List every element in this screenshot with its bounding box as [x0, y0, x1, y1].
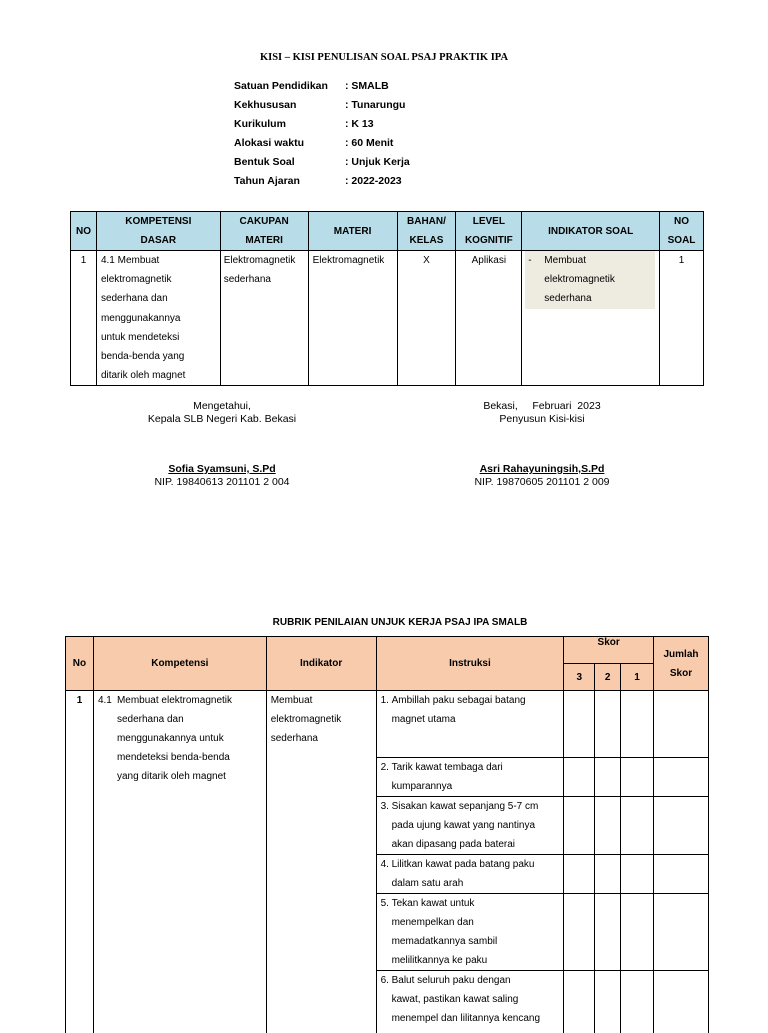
- cell-level: Aplikasi: [456, 251, 522, 386]
- cell-skor-2[interactable]: [595, 691, 621, 758]
- cell-skor-2[interactable]: [595, 971, 621, 1033]
- cell-skor-1[interactable]: [621, 797, 654, 855]
- header-skor-1: 1: [621, 664, 654, 691]
- info-value: : K 13: [345, 118, 374, 130]
- author-signature: [442, 463, 642, 489]
- info-values: [345, 77, 410, 191]
- cell-jumlah[interactable]: [654, 691, 709, 758]
- info-label: Kekhususan: [234, 99, 297, 111]
- cell-jumlah[interactable]: [654, 894, 709, 971]
- info-label: Bentuk Soal: [234, 156, 295, 168]
- cell-bahan: X: [397, 251, 456, 386]
- cell-no-soal: 1: [660, 251, 704, 386]
- approver-signature: [122, 463, 322, 489]
- cell-skor-3[interactable]: [564, 894, 595, 971]
- cell-skor-2[interactable]: [595, 758, 621, 797]
- cell-skor-1[interactable]: [621, 855, 654, 894]
- table-row: [71, 251, 704, 386]
- cell-skor-1[interactable]: [621, 691, 654, 758]
- cell-instruksi: 6. Balut seluruh paku dengan kawat, pastikan kawat saling menempel dan lilitannya kencang: [376, 971, 564, 1033]
- cell-jumlah[interactable]: [654, 758, 709, 797]
- cell-kompetensi: 4.1 Membuat elektromagnetik sederhana dan menggunakannya untuk mendeteksi benda-benda yang ditarik oleh magnet: [96, 251, 220, 386]
- cell-jumlah[interactable]: [654, 971, 709, 1033]
- cell-materi: Elektromagnetik: [308, 251, 397, 386]
- header-indikator: Indikator: [266, 637, 376, 691]
- cell-skor-1[interactable]: [621, 894, 654, 971]
- cell-skor-3[interactable]: [564, 691, 595, 758]
- cell-skor-3[interactable]: [564, 971, 595, 1033]
- header-level: LEVEL KOGNITIF: [456, 212, 522, 251]
- author-role: Penyusun Kisi-kisi: [499, 413, 585, 425]
- header-skor-2: 2: [595, 664, 621, 691]
- rubric-table: [65, 636, 709, 1033]
- kisi-kisi-table: [70, 211, 704, 386]
- info-value: : Unjuk Kerja: [345, 156, 410, 168]
- cell-instruksi: 1. Ambillah paku sebagai batang magnet utama: [376, 691, 564, 758]
- info-label: Alokasi waktu: [234, 137, 305, 149]
- cell-no: 1: [71, 251, 97, 386]
- approval-block: [122, 400, 322, 426]
- cell-indikator: [522, 251, 660, 386]
- rubric-title: RUBRIK PENILAIAN UNJUK KERJA PSAJ IPA SMALB: [272, 617, 528, 628]
- cell-kompetensi: 4.1 Membuat elektromagnetik sederhana dan menggunakannya untuk mendeteksi benda-benda yang ditarik oleh magnet: [93, 691, 266, 1033]
- header-no: NO: [71, 212, 97, 251]
- info-labels: [234, 77, 328, 191]
- place-date: Bekasi, Februari 2023: [483, 400, 601, 412]
- cell-instruksi: 3. Sisakan kawat sepanjang 5-7 cm pada ujung kawat yang nantinya akan dipasang pada baterai: [376, 797, 564, 855]
- cell-no: 1: [66, 691, 94, 1033]
- author-name: Asri Rahayuningsih,S.Pd: [479, 463, 605, 475]
- cell-skor-3[interactable]: [564, 797, 595, 855]
- cell-skor-3[interactable]: [564, 855, 595, 894]
- approver-nip: NIP. 19840613 201101 2 004: [154, 476, 290, 488]
- info-value: : 60 Menit: [345, 137, 394, 149]
- document-title: KISI – KISI PENULISAN SOAL PSAJ PRAKTIK IPA: [259, 52, 509, 63]
- header-materi: MATERI: [308, 212, 397, 251]
- cell-instruksi: 2. Tarik kawat tembaga dari kumparannya: [376, 758, 564, 797]
- cell-jumlah[interactable]: [654, 855, 709, 894]
- author-nip: NIP. 19870605 201101 2 009: [474, 476, 610, 488]
- header-bahan: BAHAN/ KELAS: [397, 212, 456, 251]
- cell-cakupan: Elektromagnetik sederhana: [220, 251, 308, 386]
- header-kompetensi: Kompetensi: [93, 637, 266, 691]
- info-value: : 2022-2023: [345, 175, 402, 187]
- info-label: Satuan Pendidikan: [234, 80, 328, 92]
- cell-skor-2[interactable]: [595, 797, 621, 855]
- cell-indikator: Membuat elektromagnetik sederhana: [266, 691, 376, 1033]
- header-kompetensi: KOMPETENSI DASAR: [96, 212, 220, 251]
- cell-skor-1[interactable]: [621, 758, 654, 797]
- header-no: No: [66, 637, 94, 691]
- header-indikator: INDIKATOR SOAL: [522, 212, 660, 251]
- info-label: Kurikulum: [234, 118, 286, 130]
- info-value: : SMALB: [345, 80, 389, 92]
- table-header-row: [71, 212, 704, 251]
- header-cakupan: CAKUPAN MATERI: [220, 212, 308, 251]
- cell-instruksi: 4. Lilitkan kawat pada batang paku dalam satu arah: [376, 855, 564, 894]
- approver-name: Sofia Syamsuni, S.Pd: [168, 463, 276, 475]
- header-instruksi: Instruksi: [376, 637, 564, 691]
- info-value: : Tunarungu: [345, 99, 406, 111]
- header-skor-3: 3: [564, 664, 595, 691]
- header-no-soal: NO SOAL: [660, 212, 704, 251]
- info-label: Tahun Ajaran: [234, 175, 300, 187]
- header-skor: Skor: [564, 637, 654, 664]
- table-header-row: [66, 637, 709, 664]
- table-row: [66, 691, 709, 758]
- approval-role: Kepala SLB Negeri Kab. Bekasi: [147, 413, 297, 425]
- indikator-highlight: - Membuat elektromagnetik sederhana: [525, 251, 655, 309]
- cell-skor-2[interactable]: [595, 855, 621, 894]
- cell-skor-1[interactable]: [621, 971, 654, 1033]
- approval-label: Mengetahui,: [193, 400, 251, 412]
- cell-skor-3[interactable]: [564, 758, 595, 797]
- cell-skor-2[interactable]: [595, 894, 621, 971]
- cell-instruksi: 5. Tekan kawat untuk menempelkan dan memadatkannya sambil melilitkannya ke paku: [376, 894, 564, 971]
- cell-jumlah[interactable]: [654, 797, 709, 855]
- author-block: [442, 400, 642, 426]
- header-jumlah-skor: Jumlah Skor: [654, 637, 709, 691]
